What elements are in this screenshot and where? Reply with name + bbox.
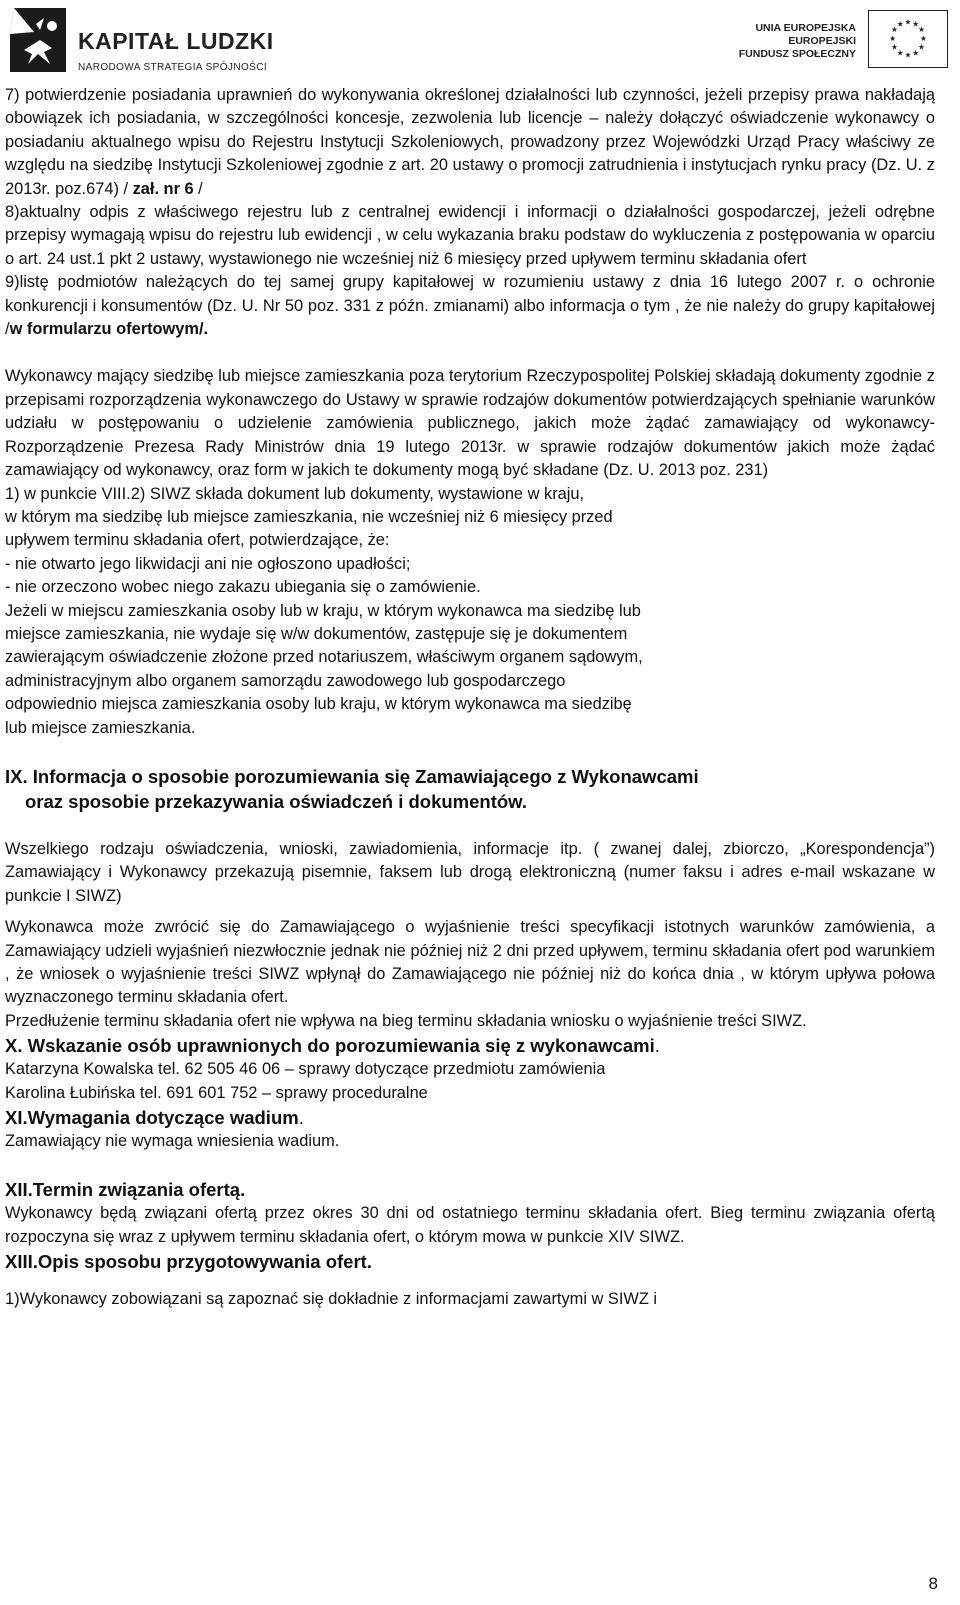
logo-title: KAPITAŁ LUDZKI: [78, 28, 274, 54]
list-line: odpowiednio miejsca zamieszkania osoby lub kraju, w którym wykonawca ma siedzibę: [5, 695, 632, 714]
section-13-text: 1)Wykonawcy zobowiązani są zapoznać się dokładnie z informacjami zawartymi w SIWZ i: [5, 1290, 658, 1309]
section-9-paragraph: Wykonawca może zwrócić się do Zamawiającego o wyjaśnienie treści specyfikacji istotnych warunków zamówienia, a Zamawiający udzieli wyjaśnień niezwłocznie jednak nie później niż 2 dni przed upływem, terminu składania ofert pod warunkiem , że wniosek o wyjaśnienie treści SIWZ wpłynął do Zamawiającego nie później niż do końca dnia , w którym upływa połowa wyznaczonego terminu składania ofert.: [5, 918, 935, 1007]
section-9-paragraph: Wszelkiego rodzaju oświadczenia, wnioski, zawiadomienia, informacje itp. ( zwanej dalej, zbiorczo, „Korespondencja”) Zamawiający i Wykonawcy przekazują pisemnie, faksem lub drogą elektroniczną (numer faksu i adres e-mail wskazane w punkcie I SIWZ): [5, 839, 935, 905]
section-9-paragraph: Przedłużenie terminu składania ofert nie wpływa na bieg terminu składania wniosku o wyjaśnienie treści SIWZ.: [5, 1011, 807, 1030]
eu-logo-line: UNIA EUROPEJSKA: [755, 22, 856, 34]
eu-logo-text: [739, 22, 856, 61]
heading-text: XI.Wymagania dotyczące wadium: [5, 1107, 299, 1129]
list-line: miejsce zamieszkania, nie wydaje się w/w dokumentów, zastępuje się je dokumentem: [5, 624, 628, 643]
heading-end: .: [298, 1107, 304, 1129]
section-11-text: Zamawiający nie wymaga wniesienia wadium.: [5, 1132, 340, 1151]
heading-text: X. Wskazanie osób uprawnionych do porozumiewania się z wykonawcami: [5, 1035, 655, 1057]
heading-end: .: [654, 1035, 660, 1057]
svg-text:★: ★: [918, 25, 925, 35]
text: 7) potwierdzenie posiadania uprawnień do wykonywania określonej działalności lub czynności, jeżeli przepisy prawa nakładają obowiązek ich posiadania, w szczególności koncesje, zezwolenia lub licencje – należy dołączyć oświadczenie wykonawcy o posiadaniu aktualnego wpisu do Rejestru Instytucji Szkoleniowych, prowadzony przez Wojewódzki Urząd Pracy właściwy ze względu na siedzibę Instytucji Szkoleniowej zgodnie z art. 20 ustawy o promocji zatrudnienia i instytucjach rynku pracy (Dz. U. z 2013r. poz.674) /: [5, 86, 935, 198]
svg-text:★: ★: [891, 42, 898, 52]
svg-text:★: ★: [904, 50, 912, 60]
text: 9)listę podmiotów należących do tej samej grupy kapitałowej w rozumieniu ustawy z dnia 16 lutego 2007 r. o ochronie konkurencji i konsumentów (Dz. U. Nr 50 poz. 331 z późn. zmianami) albo informacja o tym , że nie należy do grupy kapitałowej /: [5, 273, 935, 339]
eu-flag-icon: [868, 10, 948, 68]
kapital-ludzki-logo: [6, 4, 274, 74]
svg-text:★: ★: [904, 17, 912, 27]
list-line: upływem terminu składania ofert, potwierdzające, że:: [5, 531, 390, 550]
section-10-heading: [5, 1033, 935, 1058]
section-9-heading: IX. Informacja o sposobie porozumiewania się Zamawiającego z Wykonawcami: [5, 765, 699, 787]
page-header: [0, 0, 960, 80]
contact-line: Karolina Łubińska tel. 691 601 752 – sprawy proceduralne: [5, 1083, 428, 1102]
contact-line: Katarzyna Kowalska tel. 62 505 46 06 – sprawy dotyczące przedmiotu zamówienia: [5, 1060, 606, 1079]
svg-text:★: ★: [891, 25, 898, 35]
document-body: [5, 84, 935, 1312]
section-12-heading: XII.Termin związania ofertą.: [5, 1179, 246, 1201]
list-line: administracyjnym albo organem samorządu zawodowego lub gospodarczego: [5, 671, 566, 690]
list-line: w którym ma siedzibę lub miejsce zamieszkania, nie wcześniej niż 6 miesięcy przed: [5, 507, 613, 526]
list-line: lub miejsce zamieszkania.: [5, 718, 196, 737]
svg-text:★: ★: [896, 48, 904, 58]
section-9-heading-line-2: oraz sposobie przekazywania oświadczeń i dokumentów.: [25, 790, 528, 812]
svg-text:★: ★: [889, 33, 897, 43]
foreign-requirements-list: [5, 483, 935, 740]
text: /: [193, 179, 203, 198]
svg-text:★: ★: [918, 42, 925, 52]
eu-logo-line: EUROPEJSKI: [788, 35, 856, 47]
svg-text:★: ★: [912, 48, 920, 58]
svg-text:★: ★: [919, 33, 927, 43]
paragraph-foreign-contractors: Wykonawcy mający siedzibę lub miejsce zamieszkania poza terytorium Rzeczypospolitej Polskiej składają dokumenty zgodnie z przepisami rozporządzenia wykonawczego do Ustawy w sprawie rodzajów dokumentów potwierdzających spełnianie warunków udziału w postępowaniu o udzielenie zamówienia publicznego, jakich może żądać zamawiający od wykonawcy- Rozporządzenie Prezesa Rady Ministrów dnia 19 lutego 2013r. w sprawie rodzajów dokumentów jakich może żądać zamawiający od wykonawcy, oraz form w jakich te dokumenty mogą być składane (Dz. U. 2013 poz. 231): [5, 367, 935, 480]
paragraph-item-7: [5, 84, 935, 201]
list-line: - nie otwarto jego likwidacji ani nie ogłoszono upadłości;: [5, 554, 411, 573]
list-line: 1) w punkcie VIII.2) SIWZ składa dokument lub dokumenty, wystawione w kraju,: [5, 484, 585, 503]
section-12-text: Wykonawcy będą związani ofertą przez okres 30 dni od ostatniego terminu składania ofert. Bieg terminu związania ofertą rozpoczyna się wraz z upływem terminu składania ofert, o którym mowa w punkcie XIV SIWZ.: [5, 1204, 935, 1246]
paragraph-item-8: 8)aktualny odpis z właściwego rejestru lub z centralnej ewidencji i informacji o działalności gospodarczej, jeżeli odrębne przepisy wymagają wpisu do rejestru lub ewidencji , w celu wykazania braku podstaw do wykluczenia z postępowania w oparciu o art. 24 ust.1 pkt 2 ustawy, wystawionego nie wcześniej niż 6 miesięcy przed upływem terminu składania ofert: [5, 203, 935, 268]
kapital-ludzki-emblem-icon: [6, 4, 70, 76]
section-11-heading: [5, 1105, 935, 1130]
list-line: - nie orzeczono wobec niego zakazu ubiegania się o zamówienie.: [5, 578, 481, 597]
list-line: zawierającym oświadczenie złożone przed notariuszem, właściwym organem sądowym,: [5, 648, 643, 667]
eu-logo-line: FUNDUSZ SPOŁECZNY: [738, 48, 856, 60]
svg-text:★: ★: [896, 19, 904, 29]
paragraph-item-9: [5, 271, 935, 341]
eu-logo: [738, 10, 948, 72]
bold-text: w formularzu ofertowym/.: [9, 320, 209, 339]
logo-subtitle: NARODOWA STRATEGIA SPÓJNOŚCI: [78, 62, 268, 73]
list-line: Jeżeli w miejscu zamieszkania osoby lub w kraju, w którym wykonawca ma siedzibę lub: [5, 601, 641, 620]
page-number: 8: [928, 1574, 938, 1593]
svg-text:★: ★: [912, 19, 920, 29]
section-13-heading: XIII.Opis sposobu przygotowywania ofert.: [5, 1251, 372, 1273]
bold-text: zał. nr 6: [128, 179, 194, 198]
